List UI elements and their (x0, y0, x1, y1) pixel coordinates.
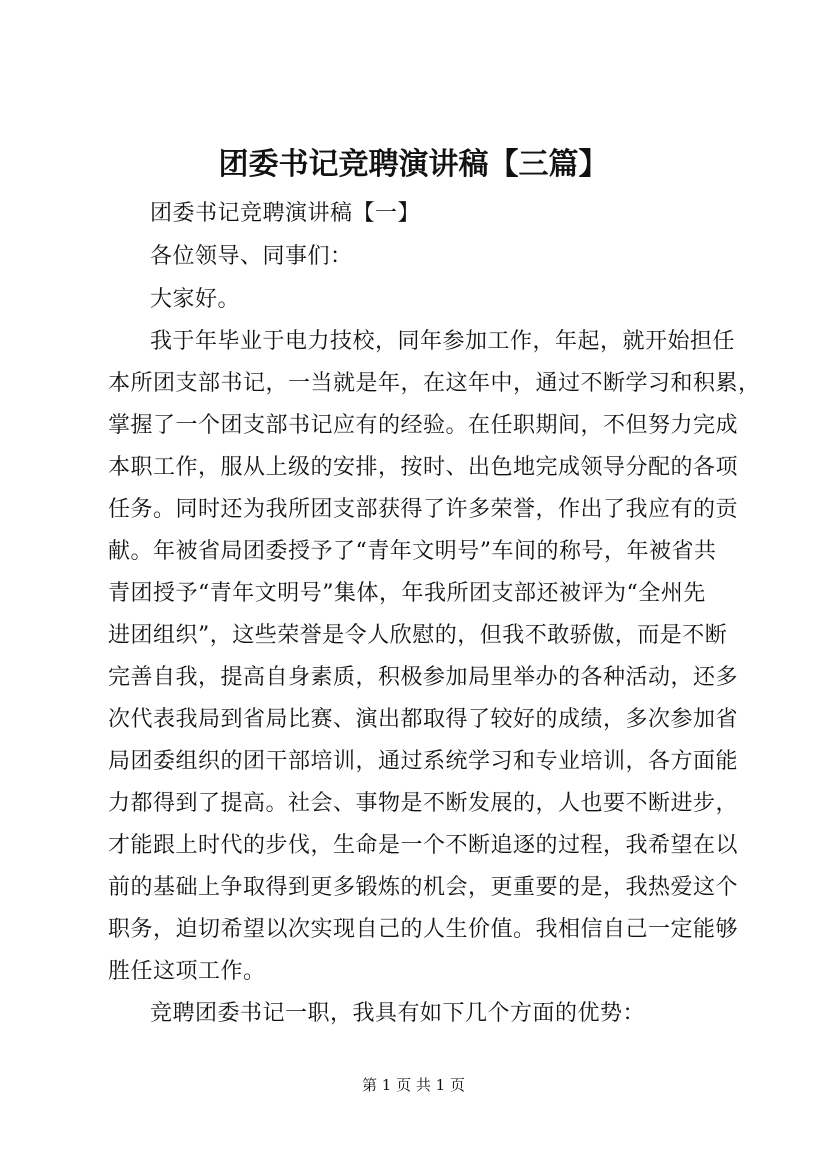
body-line: 力都得到了提高。社会、事物是不断发展的，人也要不断进步， (108, 791, 739, 816)
body-line: 职务，迫切希望以次实现自己的人生价值。我相信自己一定能够 (108, 917, 739, 942)
body-line: 青团授予“青年文明号”集体，年我所团支部还被评为“全州先 (108, 581, 706, 606)
greeting: 大家好。 (150, 287, 241, 312)
body-line: 完善自我，提高自身素质，积极参加局里举办的各种活动，还多 (108, 665, 739, 690)
section-heading: 团委书记竞聘演讲稿【一】 (150, 201, 421, 226)
body-line: 掌握了一个团支部书记应有的经验。在任职期间，不但努力完成 (108, 413, 739, 438)
salutation: 各位领导、同事们： (150, 244, 353, 269)
body-line: 本所团支部书记，一当就是年，在这年中，通过不断学习和积累， (108, 371, 761, 396)
body-line: 任务。同时还为我所团支部获得了许多荣誉，作出了我应有的贡 (108, 497, 739, 522)
body-line: 局团委组织的团干部培训，通过系统学习和专业培训，各方面能 (108, 749, 739, 774)
body-line: 我于年毕业于电力技校，同年参加工作，年起，就开始担任 (150, 329, 736, 354)
body-line: 胜任这项工作。 (108, 959, 266, 984)
page-number: 第 1 页 共 1 页 (362, 1076, 465, 1094)
body-line: 进团组织”，这些荣誉是令人欣慰的，但我不敢骄傲，而是不断 (108, 623, 728, 648)
body-line: 本职工作，服从上级的安排，按时、出色地完成领导分配的各项 (108, 455, 739, 480)
body-line: 才能跟上时代的步伐，生命是一个不断追逐的过程，我希望在以 (108, 833, 739, 858)
body-line: 前的基础上争取得到更多锻炼的机会，更重要的是，我热爱这个 (108, 875, 739, 900)
body-line: 竞聘团委书记一职，我具有如下几个方面的优势： (150, 1001, 646, 1026)
body-line: 次代表我局到省局比赛、演出都取得了较好的成绩，多次参加省 (108, 707, 739, 732)
document-title: 团委书记竞聘演讲稿【三篇】 (218, 147, 609, 182)
body-line: 献。年被省局团委授予了“青年文明号”车间的称号，年被省共 (108, 539, 717, 564)
